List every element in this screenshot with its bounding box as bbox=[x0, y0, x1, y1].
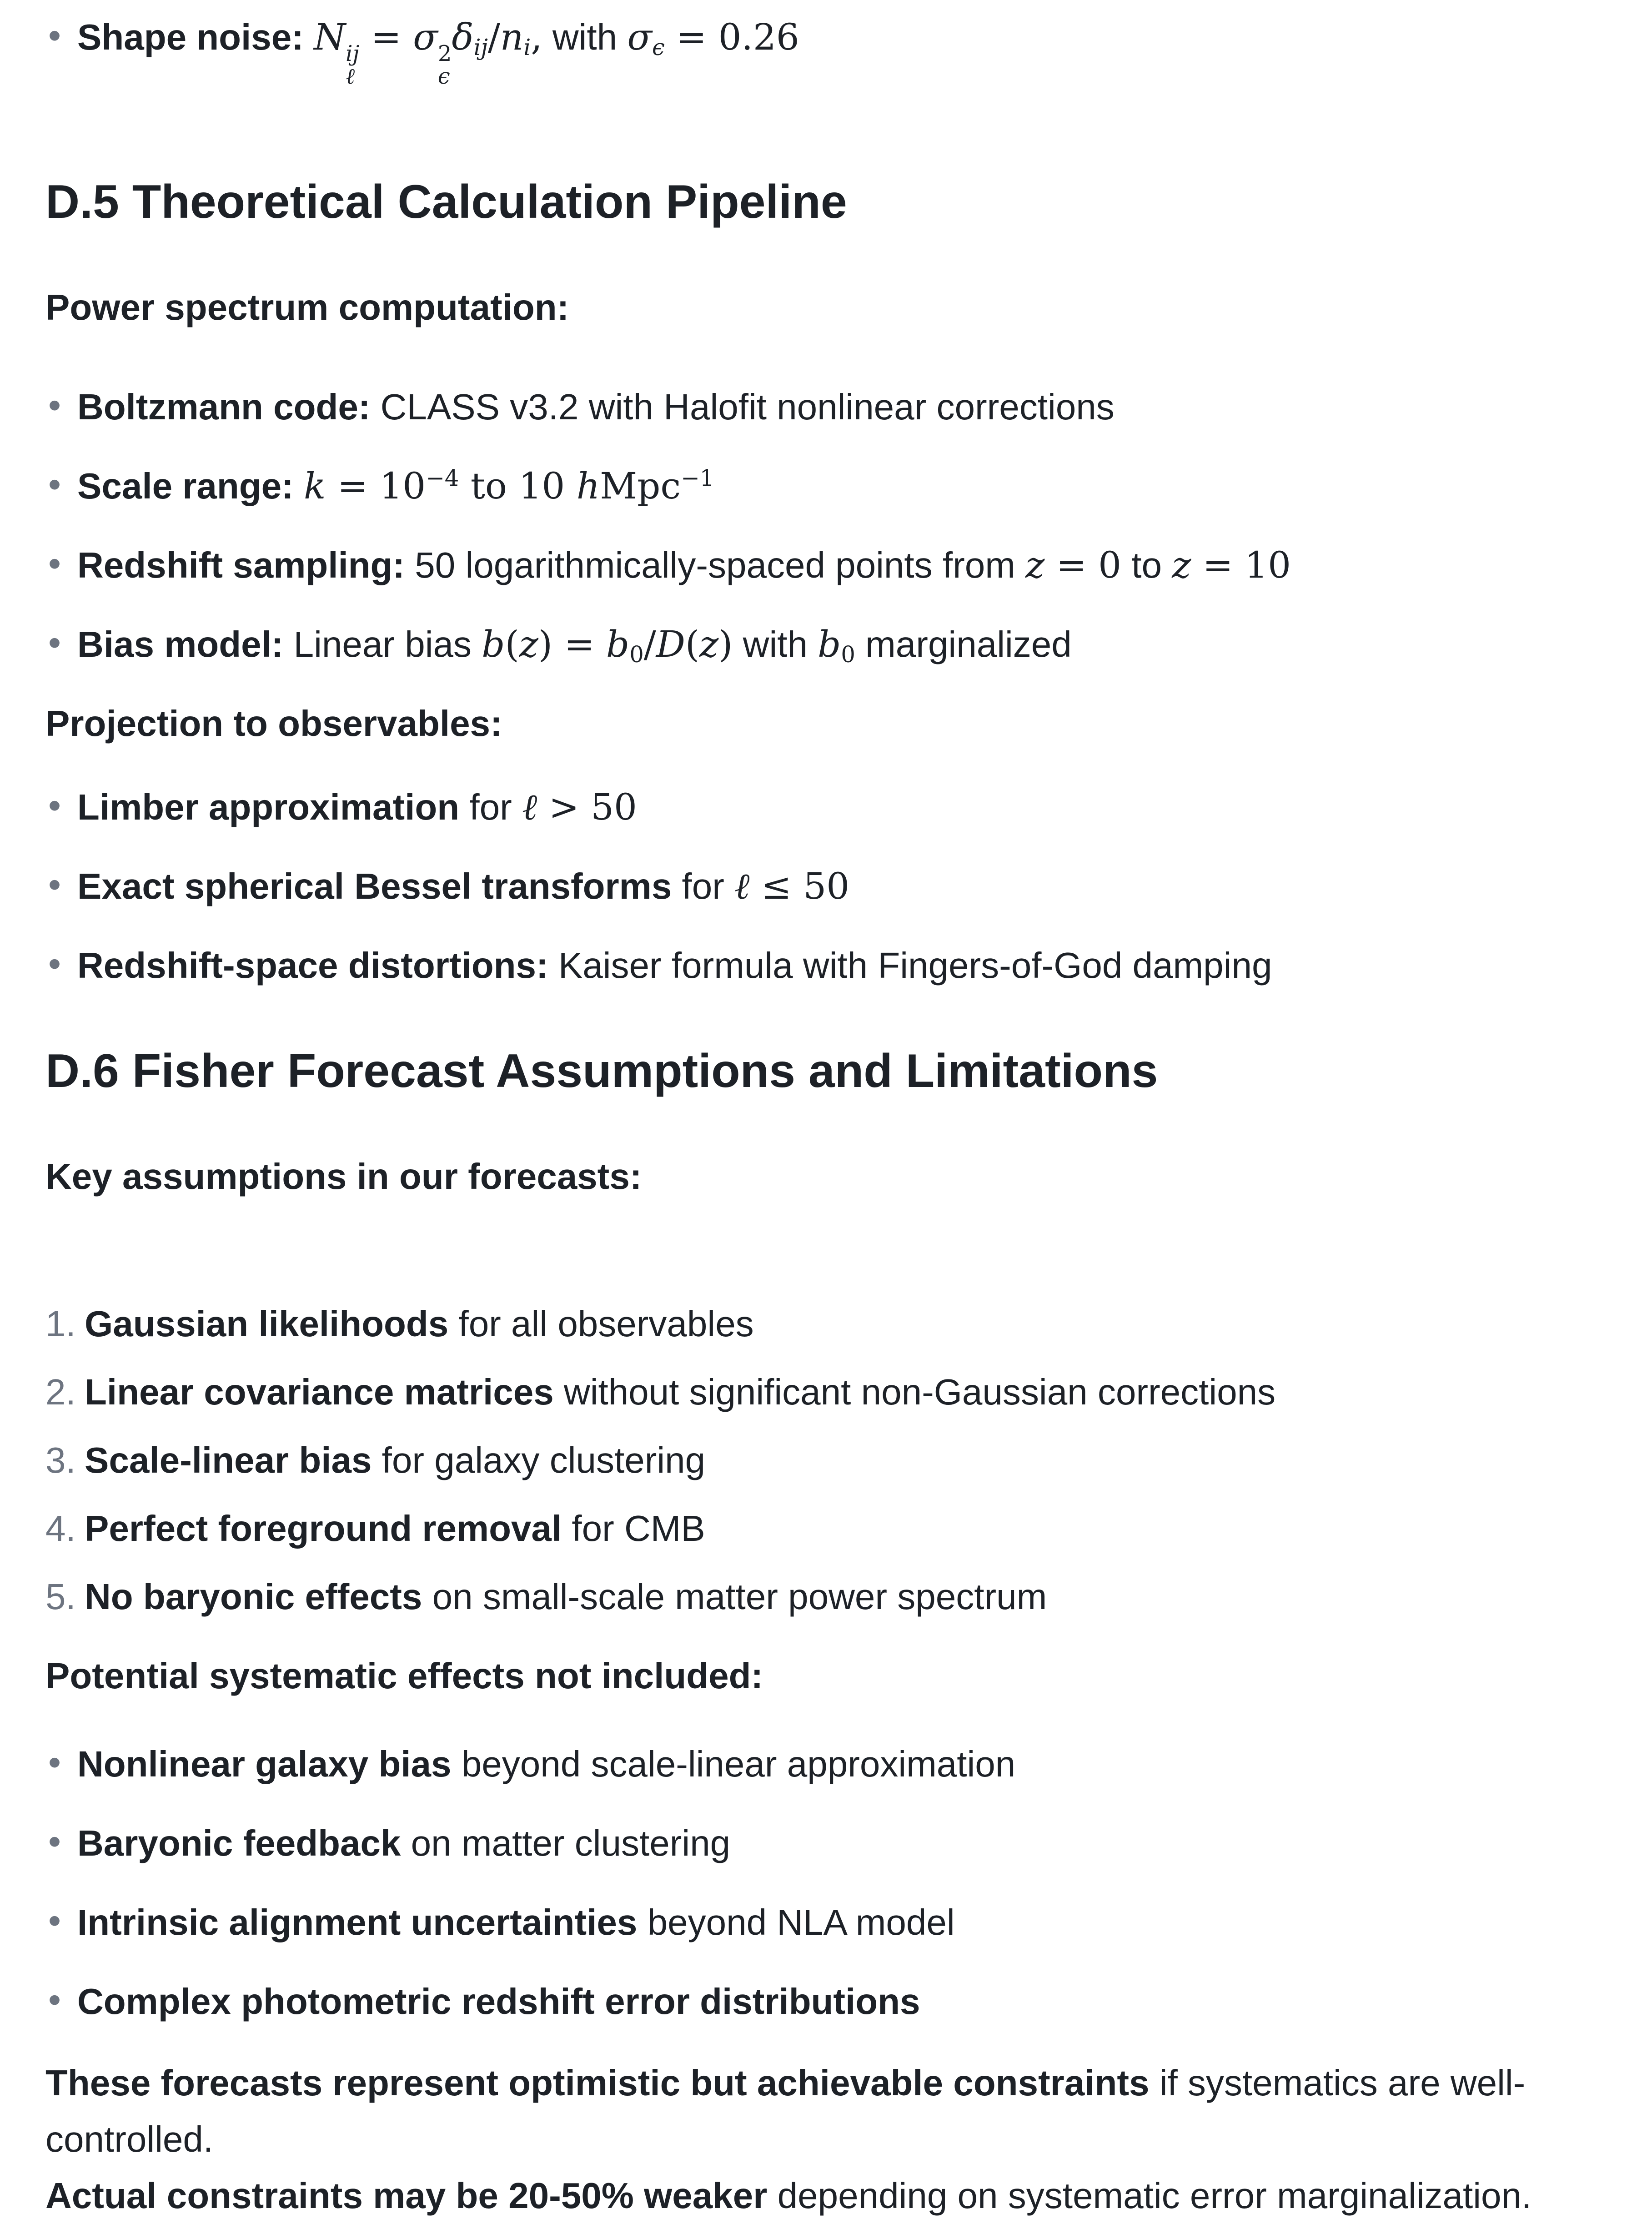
item-lead: Exact spherical Bessel transforms bbox=[77, 865, 672, 906]
noise-list bbox=[45, 9, 1607, 88]
math-sup: ij bbox=[346, 40, 360, 66]
math-op: = bbox=[552, 623, 606, 665]
item-lead: Scale range: bbox=[77, 465, 304, 506]
math-op: = 0 bbox=[1044, 543, 1122, 586]
item-lead: No baryonic effects bbox=[85, 1576, 422, 1617]
item-lead: Intrinsic alignment uncertainties bbox=[77, 1902, 638, 1942]
label-potential-systematics: Potential systematic effects not included: bbox=[45, 1655, 763, 1696]
item-text: to bbox=[1121, 544, 1172, 585]
math-punct: , bbox=[531, 16, 542, 58]
bullet-icon: • bbox=[48, 15, 61, 55]
ell-le-50 bbox=[734, 865, 849, 907]
bullet-icon: • bbox=[48, 943, 61, 984]
math-sub: 0 bbox=[841, 641, 855, 668]
math-op: = 10 bbox=[1191, 543, 1291, 586]
math-unit: Mpc bbox=[600, 464, 681, 507]
math-op: ≤ 50 bbox=[749, 865, 850, 907]
bias-formula bbox=[482, 623, 733, 668]
list-item-covariance bbox=[45, 1364, 1607, 1420]
math-var: N bbox=[314, 16, 346, 58]
math-sub: i bbox=[523, 34, 531, 60]
item-text: with bbox=[733, 624, 818, 664]
list-number: 5. bbox=[45, 1576, 76, 1617]
item-text: on small-scale matter power spectrum bbox=[422, 1576, 1047, 1617]
list-item-photometric-z bbox=[45, 1973, 1607, 2030]
item-lead: Redshift sampling: bbox=[77, 544, 405, 585]
scale-range-formula bbox=[304, 465, 714, 507]
math-var: h bbox=[576, 464, 600, 507]
ell-gt-50 bbox=[522, 786, 637, 828]
math-var: k bbox=[304, 464, 326, 507]
math-var: D bbox=[656, 623, 685, 665]
item-lead: Redshift-space distortions: bbox=[77, 945, 548, 986]
label-projection: Projection to observables: bbox=[45, 703, 502, 744]
list-number: 2. bbox=[45, 1371, 76, 1412]
item-text: for CMB bbox=[562, 1508, 705, 1549]
document-body bbox=[45, 9, 1607, 2224]
math-sub: ϵ bbox=[437, 64, 450, 90]
closing-bold: Actual constraints may be 20-50% weaker bbox=[45, 2175, 768, 2216]
shape-noise-label: Shape noise: bbox=[77, 17, 314, 57]
item-text: for all observables bbox=[448, 1303, 754, 1344]
math-op: / bbox=[643, 623, 656, 665]
math-var: z bbox=[699, 623, 719, 665]
list-item-gaussian bbox=[45, 1296, 1607, 1352]
list-item-redshift-sampling bbox=[45, 537, 1607, 594]
list-item-shape-noise bbox=[45, 9, 1607, 88]
math-paren: ( bbox=[505, 623, 519, 665]
power-spectrum-list bbox=[45, 379, 1607, 673]
item-text: without significant non-Gaussian corrections bbox=[553, 1371, 1276, 1412]
math-op: / bbox=[487, 16, 500, 58]
list-item-bessel bbox=[45, 858, 1607, 915]
math-op: = 10 bbox=[326, 464, 426, 507]
math-var: b bbox=[818, 623, 841, 665]
heading-d5: D.5 Theoretical Calculation Pipeline bbox=[45, 175, 847, 228]
list-item-intrinsic-alignment bbox=[45, 1894, 1607, 1951]
math-op: > 50 bbox=[537, 785, 637, 828]
bullet-icon: • bbox=[48, 1900, 61, 1941]
math-var: σ bbox=[413, 16, 438, 58]
bullet-icon: • bbox=[48, 1821, 61, 1862]
sigma-value-formula bbox=[627, 16, 799, 58]
closing-line-2 bbox=[45, 2168, 1607, 2224]
list-item-baryonic-feedback bbox=[45, 1815, 1607, 1872]
math-supsub bbox=[346, 42, 359, 88]
b0-symbol bbox=[818, 623, 855, 668]
item-lead: Bias model: bbox=[77, 624, 284, 664]
item-text: CLASS v3.2 with Halofit nonlinear corrections bbox=[370, 386, 1115, 427]
math-paren: ) bbox=[718, 623, 733, 665]
list-item-nonlinear-bias bbox=[45, 1736, 1607, 1792]
math-sub: 0 bbox=[629, 641, 644, 668]
label-power-spectrum: Power spectrum computation: bbox=[45, 287, 569, 327]
math-var: δ bbox=[452, 16, 474, 58]
list-number: 4. bbox=[45, 1508, 76, 1549]
item-lead: Nonlinear galaxy bias bbox=[77, 1743, 452, 1784]
math-paren: ( bbox=[685, 623, 700, 665]
item-lead: Complex photometric redshift error distributions bbox=[77, 1981, 920, 2022]
item-lead: Scale-linear bias bbox=[85, 1439, 372, 1480]
item-text: Linear bias bbox=[283, 624, 482, 664]
bullet-icon: • bbox=[48, 864, 61, 905]
item-text: for bbox=[459, 786, 522, 827]
plain-text: with bbox=[542, 17, 628, 57]
math-var: b bbox=[482, 623, 505, 665]
math-var: n bbox=[500, 16, 524, 58]
list-item-rsd bbox=[45, 937, 1607, 994]
math-supsub bbox=[438, 42, 452, 88]
list-item-scale-range bbox=[45, 458, 1607, 514]
math-sup: −1 bbox=[681, 465, 714, 492]
item-lead: Boltzmann code: bbox=[77, 386, 371, 427]
closing-text: depending on systematic error marginalization. bbox=[767, 2175, 1532, 2216]
bullet-icon: • bbox=[48, 622, 61, 663]
list-item-scale-linear-bias bbox=[45, 1432, 1607, 1489]
item-text: Kaiser formula with Fingers-of-God damping bbox=[548, 945, 1272, 986]
item-text: beyond NLA model bbox=[637, 1902, 955, 1942]
math-var: z bbox=[1172, 543, 1191, 586]
math-text: to 10 bbox=[459, 464, 577, 507]
bullet-icon: • bbox=[48, 785, 61, 825]
item-lead: Perfect foreground removal bbox=[85, 1508, 562, 1549]
math-sup: 2 bbox=[437, 40, 452, 66]
math-sub: ij bbox=[473, 34, 488, 60]
math-var: ℓ bbox=[522, 785, 537, 828]
list-number: 3. bbox=[45, 1439, 76, 1480]
list-number: 1. bbox=[45, 1303, 76, 1344]
list-item-bias-model bbox=[45, 616, 1607, 673]
bullet-icon: • bbox=[48, 1979, 61, 2020]
item-lead: Gaussian likelihoods bbox=[85, 1303, 449, 1344]
math-paren: ) bbox=[538, 623, 553, 665]
item-text: marginalized bbox=[855, 624, 1072, 664]
item-lead: Baryonic feedback bbox=[77, 1822, 401, 1863]
assumptions-list bbox=[45, 1296, 1607, 1625]
item-lead: Linear covariance matrices bbox=[85, 1371, 554, 1412]
bullet-icon: • bbox=[48, 384, 61, 425]
item-text: on matter clustering bbox=[401, 1822, 731, 1863]
math-op: = 0.26 bbox=[664, 16, 799, 58]
item-text: for bbox=[672, 865, 735, 906]
math-var: z bbox=[1025, 543, 1045, 586]
math-sup: −4 bbox=[426, 465, 459, 492]
bullet-icon: • bbox=[48, 463, 61, 504]
list-item-foreground bbox=[45, 1500, 1607, 1557]
item-text: 50 logarithmically-spaced points from bbox=[405, 544, 1026, 585]
bullet-icon: • bbox=[48, 543, 61, 584]
math-var: σ bbox=[627, 16, 652, 58]
closing-bold: These forecasts represent optimistic but achievable constraints bbox=[45, 2062, 1150, 2103]
label-key-assumptions: Key assumptions in our forecasts: bbox=[45, 1156, 642, 1197]
list-item-boltzmann bbox=[45, 379, 1607, 435]
math-var: b bbox=[606, 623, 630, 665]
item-text: beyond scale-linear approximation bbox=[451, 1743, 1016, 1784]
closing-line-1 bbox=[45, 2055, 1607, 2168]
bullet-icon: • bbox=[48, 1741, 61, 1782]
shape-noise-formula bbox=[314, 16, 542, 90]
math-sub: ϵ bbox=[652, 34, 665, 60]
math-var: ℓ bbox=[734, 865, 750, 907]
projection-list bbox=[45, 779, 1607, 994]
math-op: = bbox=[359, 16, 413, 58]
math-var: z bbox=[519, 623, 538, 665]
list-item-limber bbox=[45, 779, 1607, 835]
list-item-baryonic-effects bbox=[45, 1569, 1607, 1625]
math-sub: ℓ bbox=[346, 64, 355, 90]
z-eq-10 bbox=[1172, 544, 1291, 586]
systematics-list bbox=[45, 1736, 1607, 2030]
item-lead: Limber approximation bbox=[77, 786, 460, 827]
item-text: for galaxy clustering bbox=[372, 1439, 706, 1480]
heading-d6: D.6 Fisher Forecast Assumptions and Limitations bbox=[45, 1044, 1158, 1097]
z-eq-0 bbox=[1025, 544, 1121, 586]
closing-text: if systematics are well-controlled. bbox=[45, 2062, 1526, 2159]
